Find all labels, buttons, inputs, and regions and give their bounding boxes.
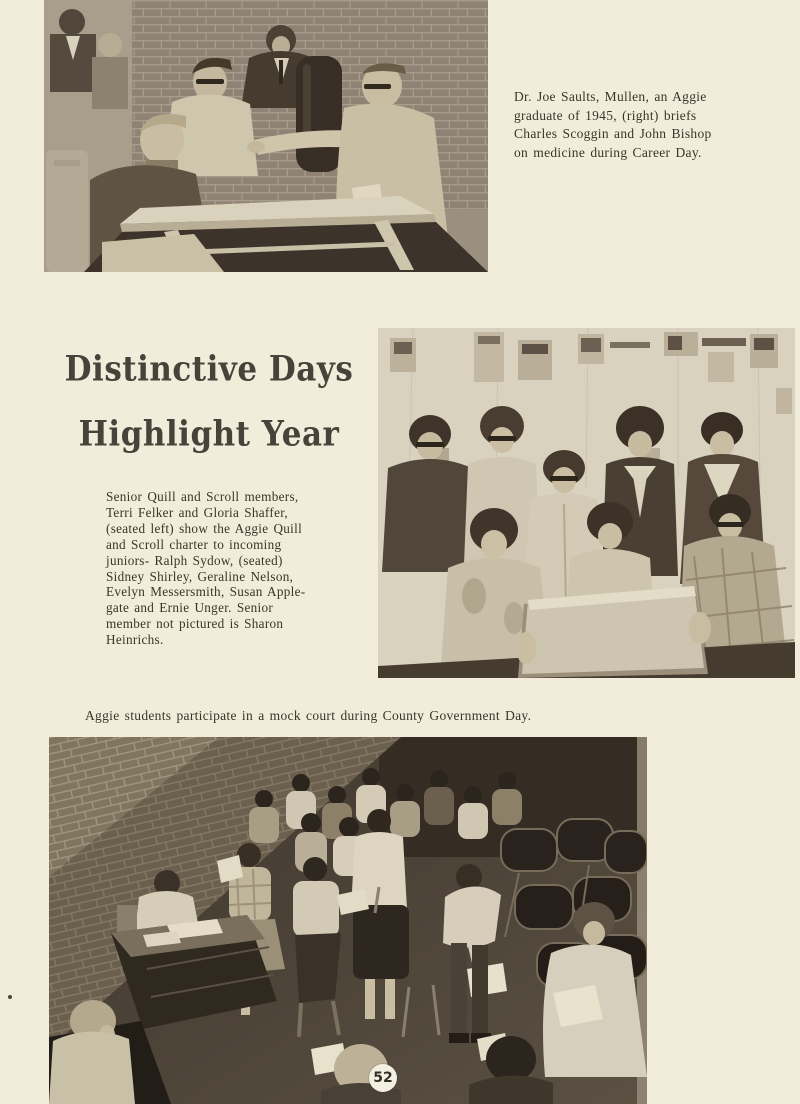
page-title-line2: Highlight Year: [78, 414, 340, 455]
quill-scroll-caption: [106, 489, 305, 648]
projector: [296, 56, 342, 172]
caption-line: on medicine during Career Day.: [514, 144, 702, 160]
caption-line: Dr. Joe Saults, Mullen, an Aggie: [514, 89, 707, 104]
caption-line: Charles Scoggin and John Bishop: [514, 126, 712, 142]
caption-line: Senior Quill and Scroll members,: [106, 489, 299, 504]
charter-board: [516, 586, 711, 678]
page-number: 52: [373, 1070, 393, 1086]
caption-line: Heinrichs.: [106, 632, 164, 648]
quill-scroll-photo-art: [378, 328, 795, 678]
caption-line: and Scroll charter to incoming: [106, 536, 282, 552]
caption-line: Evelyn Messersmith, Susan Apple-: [106, 584, 306, 600]
caption-line: graduate of 1945, (right) briefs: [514, 107, 697, 123]
caption-line: gate and Ernie Unger. Senior: [106, 600, 274, 616]
career-day-photo: [44, 0, 488, 272]
caption-line: Aggie students participate in a mock court during County Government Day.: [85, 708, 532, 723]
quill-scroll-photo: [378, 328, 795, 678]
page-number-badge: [369, 1064, 397, 1092]
career-day-photo-art: [44, 0, 488, 272]
caption-line: (seated left) show the Aggie Quill: [106, 520, 303, 536]
mock-court-photo-art: [49, 737, 647, 1104]
caption-line: juniors- Ralph Sydow, (seated): [106, 552, 283, 568]
mock-court-photo: [49, 737, 647, 1104]
career-day-caption: [514, 88, 712, 162]
print-speck: [8, 995, 12, 999]
page-title-line1: Distinctive Days: [64, 349, 354, 390]
mock-court-caption: [85, 707, 531, 724]
caption-line: Sidney Shirley, Geraline Nelson,: [106, 568, 294, 584]
caption-line: member not pictured is Sharon: [106, 616, 284, 632]
caption-line: Terri Felker and Gloria Shaffer,: [106, 504, 288, 520]
